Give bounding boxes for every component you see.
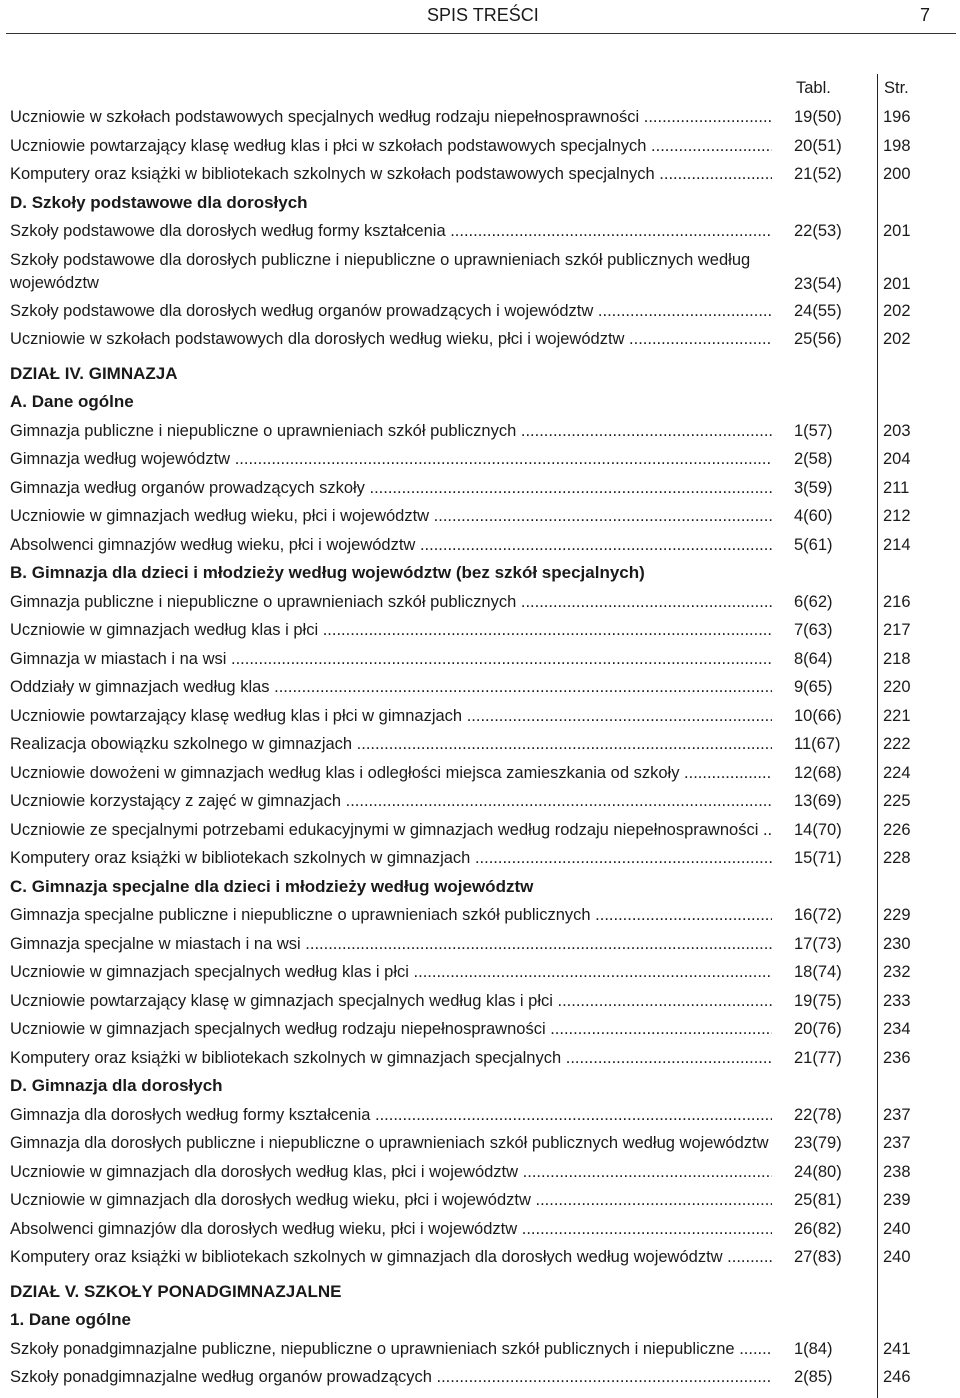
toc-entry-table-number: 17(73) — [794, 934, 842, 953]
toc-entry-title: Szkoły ponadgimnazjalne publiczne, niepubliczne o uprawnieniach szkół publicznych i niepubliczne ..... — [10, 1335, 772, 1364]
toc-entry-table-number: 14(70) — [794, 820, 842, 839]
toc-entry[interactable] — [10, 730, 950, 759]
toc-entry-title: Uczniowie powtarzający klasę według klas i płci w szkołach podstawowych specjalnych ..... — [10, 132, 772, 161]
toc-entry-table-number: 9(65) — [794, 678, 833, 696]
toc-entry[interactable] — [10, 445, 950, 474]
toc-entry-page-number: 212 — [883, 507, 911, 525]
toc-entry-table-number: 3(59) — [794, 478, 833, 497]
toc-entry-page-number: 237 — [883, 1134, 911, 1152]
toc-entry-table-number: 18(74) — [794, 963, 842, 981]
toc-entry[interactable] — [10, 1015, 950, 1044]
toc-entry-page-number: 246 — [883, 1368, 911, 1386]
toc-entry-table-number: 21(77) — [794, 1048, 842, 1067]
toc-entry-page-number: 201 — [883, 274, 911, 293]
toc-entry[interactable] — [10, 103, 950, 132]
toc-entry-page-number: 236 — [883, 1048, 911, 1067]
header-divider — [6, 33, 956, 34]
toc-entry-table-number: 26(82) — [794, 1219, 842, 1238]
toc-entry[interactable] — [10, 1243, 950, 1272]
toc-entry-title: Gimnazja według organów prowadzących szkoły ..... — [10, 474, 772, 503]
toc-entry-title: Szkoły podstawowe dla dorosłych według formy kształcenia ..... — [10, 217, 772, 246]
toc-entry-title: Gimnazja specjalne w miastach i na wsi ..... — [10, 930, 772, 959]
toc-entry-table-number: 25(56) — [794, 330, 842, 348]
toc-entry-title: Komputery oraz książki w bibliotekach szkolnych w szkołach podstawowych specjalnych ..... — [10, 160, 772, 189]
toc-entry[interactable] — [10, 1363, 950, 1392]
toc-entry-table-number: 22(78) — [794, 1105, 842, 1124]
toc-entry-page-number: 203 — [883, 421, 911, 440]
toc-entry-page-number: 211 — [883, 478, 910, 497]
toc-entry[interactable] — [10, 531, 950, 560]
toc-entry-title: Gimnazja dla dorosłych według formy kształcenia ..... — [10, 1101, 772, 1130]
toc-entry[interactable] — [10, 1044, 950, 1073]
toc-entry-table-number: 1(84) — [794, 1339, 833, 1358]
toc-entry-title: Absolwenci gimnazjów według wieku, płci i województw ..... — [10, 531, 772, 560]
toc-entry-table-number: 2(58) — [794, 450, 833, 468]
toc-entry-page-number: 201 — [883, 222, 911, 240]
toc-entry-page-number: 226 — [883, 820, 911, 839]
column-header-str: Str. — [884, 79, 909, 97]
toc-entry-page-number: 229 — [883, 906, 911, 924]
section-heading: C. Gimnazja specjalne dla dzieci i młodzieży według województw — [10, 876, 534, 896]
toc-entry-page-number: 228 — [883, 849, 911, 867]
toc-entry[interactable] — [10, 958, 950, 987]
toc-entry-table-number: 13(69) — [794, 792, 842, 810]
toc-entry[interactable] — [10, 1158, 950, 1187]
toc-entry[interactable] — [10, 160, 950, 189]
toc-entry-table-number: 19(50) — [794, 108, 842, 126]
toc-entry-page-number: 198 — [883, 136, 911, 155]
toc-entry-title: Uczniowie w gimnazjach specjalnych według klas i płci ..... — [10, 958, 772, 987]
toc-entry[interactable] — [10, 1335, 950, 1364]
toc-entry-table-number: 1(57) — [794, 421, 833, 440]
toc-entry-table-number: 19(75) — [794, 991, 842, 1010]
toc-entry[interactable] — [10, 1101, 950, 1130]
toc-entry[interactable] — [10, 1186, 950, 1215]
toc-entry-table-number: 23(79) — [794, 1134, 842, 1152]
toc-entry-table-number: 22(53) — [794, 222, 842, 240]
toc-entry[interactable] — [10, 217, 950, 246]
toc-entry[interactable] — [10, 616, 950, 645]
toc-entry[interactable] — [10, 588, 950, 617]
toc-entry-page-number: 230 — [883, 934, 911, 953]
toc-entry-title: Uczniowie w gimnazjach według klas i płci ..... — [10, 616, 772, 645]
toc-entry-title: Uczniowie korzystający z zajęć w gimnazjach ..... — [10, 787, 772, 816]
toc-entry-page-number: 238 — [883, 1162, 911, 1181]
toc-entry-page-number: 220 — [883, 678, 911, 696]
toc-entry-title: Komputery oraz książki w bibliotekach szkolnych w gimnazjach dla dorosłych według województw ..... — [10, 1243, 772, 1272]
toc-entry[interactable] — [10, 673, 950, 702]
toc-entry-page-number: 214 — [883, 535, 911, 554]
toc-entry-page-number: 218 — [883, 649, 911, 668]
toc-entry[interactable] — [10, 417, 950, 446]
section-heading: D. Gimnazja dla dorosłych — [10, 1076, 223, 1095]
toc-entry[interactable] — [10, 901, 950, 930]
toc-entry-title: Uczniowie w gimnazjach dla dorosłych według klas, płci i województw ..... — [10, 1158, 772, 1187]
toc-entry[interactable] — [10, 474, 950, 503]
toc-entry[interactable] — [10, 816, 950, 845]
toc-entry-title: Uczniowie w gimnazjach dla dorosłych według wieku, płci i województw ..... — [10, 1186, 772, 1215]
toc-entry-page-number: 202 — [883, 301, 911, 320]
section-heading: A. Dane ogólne — [10, 392, 134, 411]
toc-entry-table-number: 2(85) — [794, 1368, 833, 1386]
toc-entry-title: Realizacja obowiązku szkolnego w gimnazjach ..... — [10, 730, 772, 759]
toc-entry-page-number: 224 — [883, 763, 911, 782]
toc-entry[interactable] — [10, 325, 950, 354]
toc-entry-title: Uczniowie powtarzający klasę według klas i płci w gimnazjach ..... — [10, 702, 772, 731]
toc-entry-page-number: 240 — [883, 1219, 911, 1238]
toc-entry[interactable] — [10, 297, 950, 326]
toc-entry-title: Gimnazja dla dorosłych publiczne i niepubliczne o uprawnieniach szkół publicznych według województw ..... — [10, 1129, 772, 1158]
toc-entry-title: Uczniowie powtarzający klasę w gimnazjach specjalnych według klas i płci ..... — [10, 987, 772, 1016]
toc-entry-table-number: 15(71) — [794, 849, 842, 867]
toc-entry-title: Gimnazja specjalne publiczne i niepubliczne o uprawnieniach szkół publicznych ..... — [10, 901, 772, 930]
toc-entry-page-number: 221 — [883, 706, 911, 725]
toc-entry-page-number: 196 — [883, 108, 911, 126]
toc-entry-table-number: 7(63) — [794, 621, 833, 639]
toc-entry-page-number: 204 — [883, 450, 911, 468]
toc-entry-table-number: 23(54) — [794, 274, 842, 293]
toc-entry-table-number: 24(80) — [794, 1162, 842, 1181]
toc-entry-page-number: 217 — [883, 621, 911, 639]
division-heading: DZIAŁ IV. GIMNAZJA — [10, 363, 178, 383]
toc-entry-page-number: 232 — [883, 963, 911, 981]
toc-entry[interactable] — [10, 132, 950, 161]
toc-entry-table-number: 27(83) — [794, 1248, 842, 1266]
toc-entry-title: Gimnazja według województw ..... — [10, 445, 772, 474]
toc-entry-page-number: 233 — [883, 991, 911, 1010]
toc-entry-table-number: 20(76) — [794, 1020, 842, 1038]
toc-entry[interactable] — [10, 645, 950, 674]
toc-entry-title: Komputery oraz książki w bibliotekach szkolnych w gimnazjach ..... — [10, 844, 772, 873]
toc-entry[interactable] — [10, 844, 950, 873]
toc-entry-page-number: 222 — [883, 735, 911, 753]
toc-entry-title: Uczniowie w szkołach podstawowych dla dorosłych według wieku, płci i województw ..... — [10, 325, 772, 354]
toc-entry-title: Absolwenci gimnazjów dla dorosłych według wieku, płci i województw ..... — [10, 1215, 772, 1244]
toc-entry-title: Uczniowie w gimnazjach specjalnych według rodzaju niepełnosprawności ..... — [10, 1015, 772, 1044]
toc-entry-title: Gimnazja w miastach i na wsi ..... — [10, 645, 772, 674]
toc-entry-table-number: 11(67) — [794, 735, 841, 753]
toc-entry[interactable] — [10, 787, 950, 816]
toc-entry-title: Szkoły podstawowe dla dorosłych według organów prowadzących i województw ..... — [10, 297, 772, 326]
toc-entry[interactable] — [10, 759, 950, 788]
toc-entry-page-number: 239 — [883, 1191, 911, 1209]
toc-entry-page-number: 234 — [883, 1020, 911, 1038]
toc-entry-title: Uczniowie w szkołach podstawowych specjalnych według rodzaju niepełnosprawności ..... — [10, 103, 772, 132]
toc-entry-title: Uczniowie dowożeni w gimnazjach według klas i odległości miejsca zamieszkania od szkoły ..... — [10, 759, 772, 788]
section-heading: B. Gimnazja dla dzieci i młodzieży według województw (bez szkół specjalnych) — [10, 563, 645, 582]
toc-entry[interactable] — [10, 246, 950, 297]
toc-entry[interactable] — [10, 702, 950, 731]
toc-entry-page-number: 200 — [883, 165, 911, 183]
toc-entry-table-number: 24(55) — [794, 301, 842, 320]
toc-entry-title: Uczniowie w gimnazjach według wieku, płci i województw ..... — [10, 502, 772, 531]
toc-entry-page-number: 216 — [883, 592, 911, 611]
toc-entry-table-number: 16(72) — [794, 906, 842, 924]
toc-entry-page-number: 225 — [883, 792, 911, 810]
toc-entry-table-number: 8(64) — [794, 649, 833, 668]
toc-entry[interactable] — [10, 930, 950, 959]
toc-entry[interactable] — [10, 502, 950, 531]
toc-entry-table-number: 4(60) — [794, 507, 833, 525]
toc-entry[interactable] — [10, 987, 950, 1016]
page-header-title: SPIS TREŚCI — [427, 5, 539, 25]
page-number: 7 — [920, 5, 931, 25]
toc-entry-page-number: 240 — [883, 1248, 911, 1266]
toc-entry-page-number: 241 — [883, 1339, 911, 1358]
toc-entry-title: Uczniowie ze specjalnymi potrzebami edukacyjnymi w gimnazjach według rodzaju niepełnosprawności ..... — [10, 816, 772, 845]
toc-entry-title: Komputery oraz książki w bibliotekach szkolnych w gimnazjach specjalnych ..... — [10, 1044, 772, 1073]
toc-entry[interactable] — [10, 1129, 950, 1158]
section-heading: D. Szkoły podstawowe dla dorosłych — [10, 192, 308, 212]
toc-entry-table-number: 10(66) — [794, 706, 842, 725]
section-heading: 1. Dane ogólne — [10, 1310, 131, 1329]
toc-entry-title: Oddziały w gimnazjach według klas ..... — [10, 673, 772, 702]
toc-entry-page-number: 237 — [883, 1105, 911, 1124]
toc-entry-title: Szkoły ponadgimnazjalne według organów prowadzących ..... — [10, 1363, 772, 1392]
toc-entry-title: Szkoły podstawowe dla dorosłych publiczne i niepubliczne o uprawnieniach szkół publicznych według województw ..... — [10, 249, 772, 297]
column-header-tabl: Tabl. — [796, 79, 831, 97]
toc-entry-table-number: 12(68) — [794, 763, 842, 782]
table-of-contents — [10, 103, 950, 1392]
toc-entry-table-number: 6(62) — [794, 592, 833, 611]
toc-entry-title: Gimnazja publiczne i niepubliczne o uprawnieniach szkół publicznych ..... — [10, 588, 772, 617]
toc-entry-table-number: 5(61) — [794, 535, 833, 554]
toc-entry-table-number: 20(51) — [794, 136, 842, 155]
toc-entry-title: Gimnazja publiczne i niepubliczne o uprawnieniach szkół publicznych ..... — [10, 417, 772, 446]
division-heading: DZIAŁ V. SZKOŁY PONADGIMNAZJALNE — [10, 1281, 342, 1301]
page-header — [0, 0, 960, 30]
toc-entry-table-number: 25(81) — [794, 1191, 842, 1209]
toc-entry-table-number: 21(52) — [794, 165, 842, 183]
toc-entry-page-number: 202 — [883, 330, 911, 348]
toc-entry[interactable] — [10, 1215, 950, 1244]
